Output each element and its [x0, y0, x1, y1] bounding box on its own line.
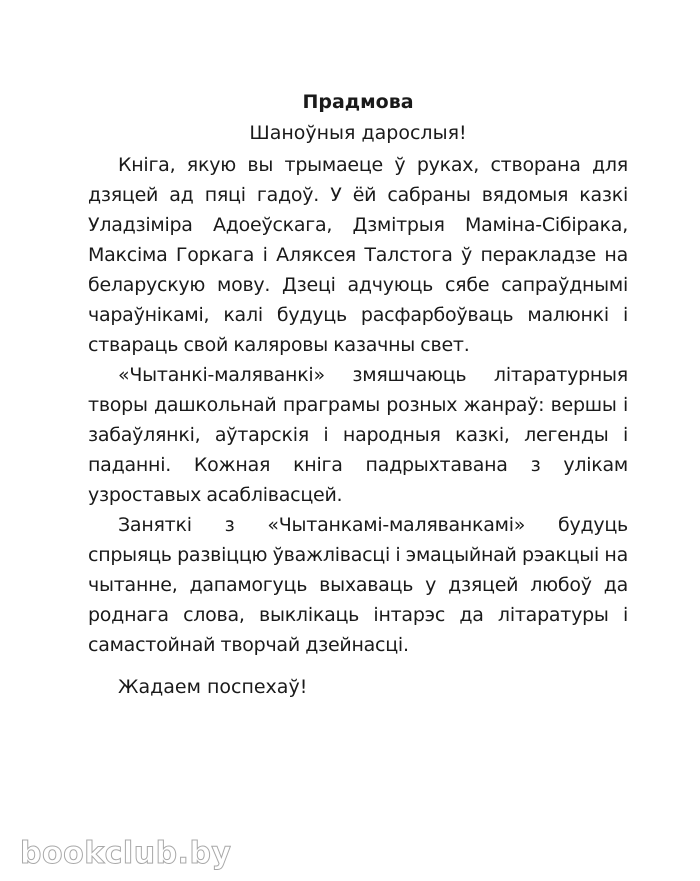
- watermark-logo: bookclub.by: [20, 836, 232, 871]
- closing-line: Жадаем поспехаў!: [118, 676, 308, 698]
- document-page: [88, 88, 628, 702]
- paragraph-3: Заняткі з «Чытанкамі-маляванкамі» будуць спрыяць развіццю ўважлівасці і эмацыйнай рэакцыі на чытанне, дапамогуць выхаваць у дзяцей любоў да роднага слова, выклікаць інтарэс да літаратуры і самастойнай творчай дзейнасці.: [88, 514, 628, 656]
- page-title: Прадмова: [302, 91, 414, 113]
- paragraph-1: Кніга, якую вы трымаеце ў руках, створана для дзяцей ад пяці гадоў. У ёй сабраны вядомыя казкі Уладзіміра Адоеўскага, Дзмітрыя Маміна-Сібірака, Максіма Горкага і Аляксея Талстога ў перакладзе на беларускую мову. Дзеці адчуюць сябе сапраўднымі чараўнікамі, калі будуць расфарбоўваць малюнкі і ствараць свой каляровы казачны свет.: [88, 154, 628, 356]
- paragraph-2: «Чытанкі-маляванкі» змяшчаюць літаратурныя творы дашкольнай праграмы розных жанраў: вершы і забаўлянкі, аўтарскія і народныя казкі, легенды і паданні. Кожная кніга падрыхтавана з улікам узроставых асаблівасцей.: [88, 364, 628, 506]
- salutation: Шаноўныя дарослыя!: [249, 122, 467, 144]
